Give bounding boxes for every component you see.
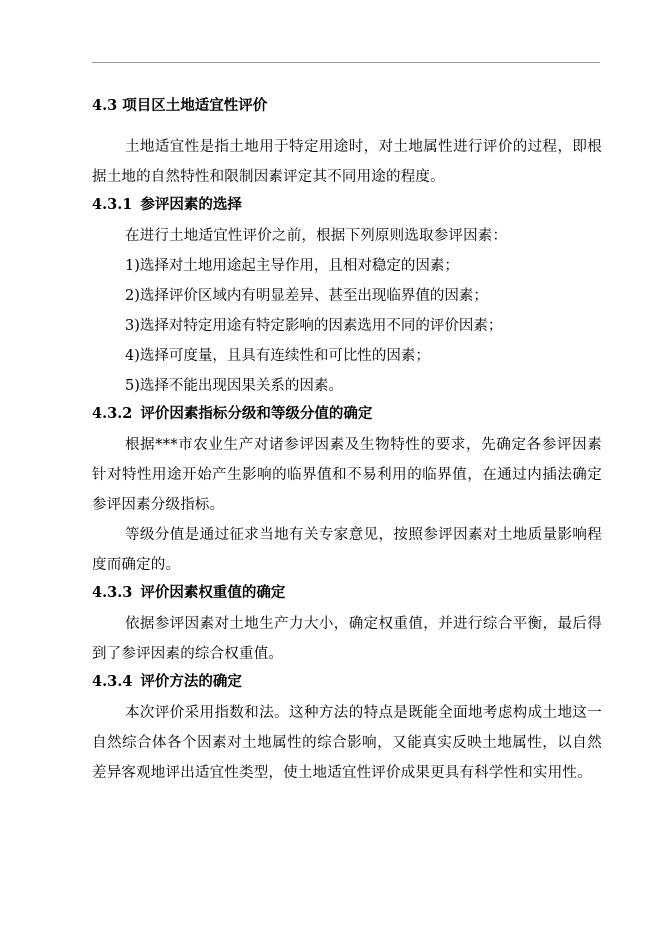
- section-title: 4.3 项目区土地适宜性评价: [92, 97, 268, 114]
- subsection-4-3-3-heading: [92, 583, 602, 603]
- list-item: 1)选择对土地用途起主导作用，且相对稳定的因素；: [125, 258, 459, 274]
- header-rule: [92, 62, 600, 63]
- subsection-4-3-2-paragraph-1: 根据***市农业生产对诸参评因素及生物特性的要求，先确定各参评因素针对特性用途开始产生影响的临界值和不易利用的临界值，在通过内插法确定参评因素分级指标。: [92, 437, 602, 513]
- subsection-number: 4.3.3: [92, 584, 133, 601]
- document-body: [92, 96, 602, 788]
- subsection-4-3-3-paragraph: 依据参评因素对土地生产力大小，确定权重值，并进行综合平衡，最后得到了参评因素的综合权重值。: [92, 616, 602, 662]
- subsection-title: 评价因素权重值的确定: [140, 584, 286, 601]
- subsection-number: 4.3.2: [92, 405, 133, 422]
- subsection-4-3-2-heading: [92, 404, 602, 424]
- subsection-4-3-1-heading: [92, 195, 602, 215]
- subsection-title: 评价因素指标分级和等级分值的确定: [140, 405, 373, 422]
- subsection-4-3-4-paragraph: 本次评价采用指数和法。这种方法的特点是既能全面地考虑构成土地这一自然综合体各个因素对土地属性的综合影响，又能真实反映土地属性，以自然差异客观地评出适宜性类型，使土地适宜性评价成果更具有科学性和实用性。: [92, 705, 602, 781]
- subsection-4-3-2-paragraph-2: 等级分值是通过征求当地有关专家意见，按照参评因素对土地质量影响程度而确定的。: [92, 527, 602, 573]
- list-item: 2)选择评价区域内有明显差异、甚至出现临界值的因素；: [125, 288, 488, 304]
- list-item: 5)选择不能出现因果关系的因素。: [125, 378, 343, 394]
- subsection-number: 4.3.1: [92, 196, 133, 213]
- subsection-4-3-4-heading: [92, 672, 602, 692]
- subsection-title: 评价方法的确定: [140, 673, 242, 690]
- list-item: 4)选择可度量，且具有连续性和可比性的因素；: [125, 348, 430, 364]
- subsection-number: 4.3.4: [92, 673, 133, 690]
- section-intro: 土地适宜性是指土地用于特定用途时，对土地属性进行评价的过程，即根据土地的自然特性和限制因素评定其不同用途的程度。: [92, 139, 602, 185]
- list-item: 3)选择对特定用途有特定影响的因素选用不同的评价因素；: [125, 318, 503, 334]
- subsection-title: 参评因素的选择: [140, 196, 242, 213]
- subsection-4-3-1-intro: 在进行土地适宜性评价之前，根据下列原则选取参评因素：: [125, 228, 508, 244]
